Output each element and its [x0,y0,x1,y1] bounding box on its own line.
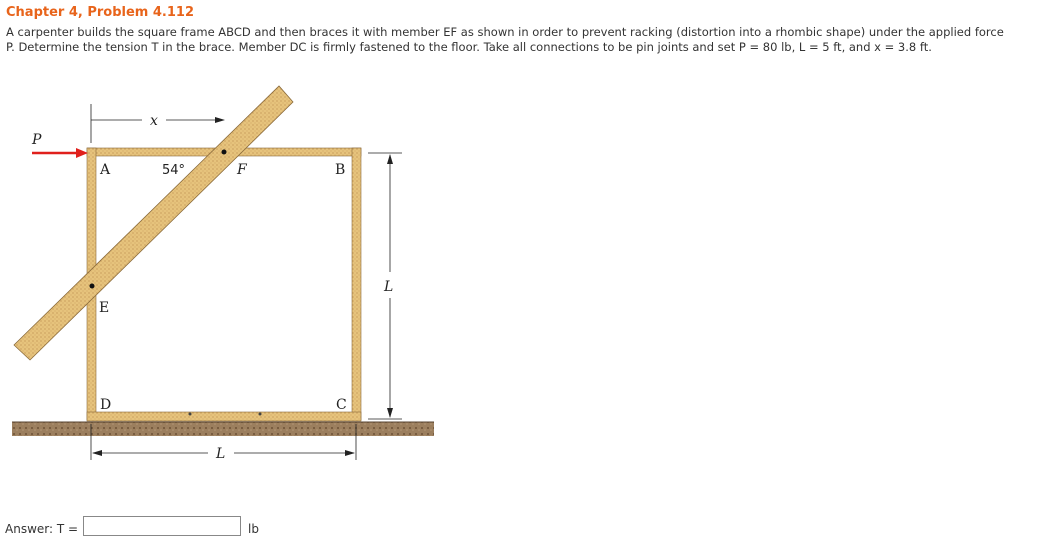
force-arrowhead-p [76,148,88,158]
label-x: x [150,113,158,129]
problem-statement [6,25,1036,55]
answer-unit: lb [248,522,259,536]
label-p: P [32,132,42,148]
problem-line-1: A carpenter builds the square frame ABCD and then braces it with member EF as shown in order to prevent racking (distortion into a rhombic shape) under the applied force [6,25,1004,39]
pin-f [222,150,227,155]
label-c: C [336,397,347,413]
label-l-bottom: L [216,446,226,462]
label-e: E [99,300,110,316]
label-b: B [335,162,346,178]
answer-input[interactable] [83,516,241,536]
member-dc [87,412,361,421]
x-dim-arrowhead [215,117,225,123]
problem-line-2: P. Determine the tension T in the brace. Member DC is firmly fastened to the floor. Take all connections to be pin joints and set P = 80 lb, L = 5 ft, and x = 3.8 ft. [6,40,932,54]
label-a: A [100,162,111,178]
nail-2 [259,413,262,416]
label-d: D [100,397,112,413]
frame-diagram [0,80,450,480]
answer-label: Answer: T = [5,522,79,536]
nail-1 [189,413,192,416]
l-right-arrow-bottom [387,408,393,418]
label-f: F [237,162,247,178]
problem-title: Chapter 4, Problem 4.112 [6,5,194,20]
label-l-right: L [384,279,394,295]
l-bottom-arrow-left [92,450,102,456]
pin-e [90,284,95,289]
l-bottom-arrow-right [345,450,355,456]
member-bc [352,148,361,420]
ground [12,422,434,436]
label-angle: 54° [162,163,186,178]
l-right-arrow-top [387,154,393,164]
